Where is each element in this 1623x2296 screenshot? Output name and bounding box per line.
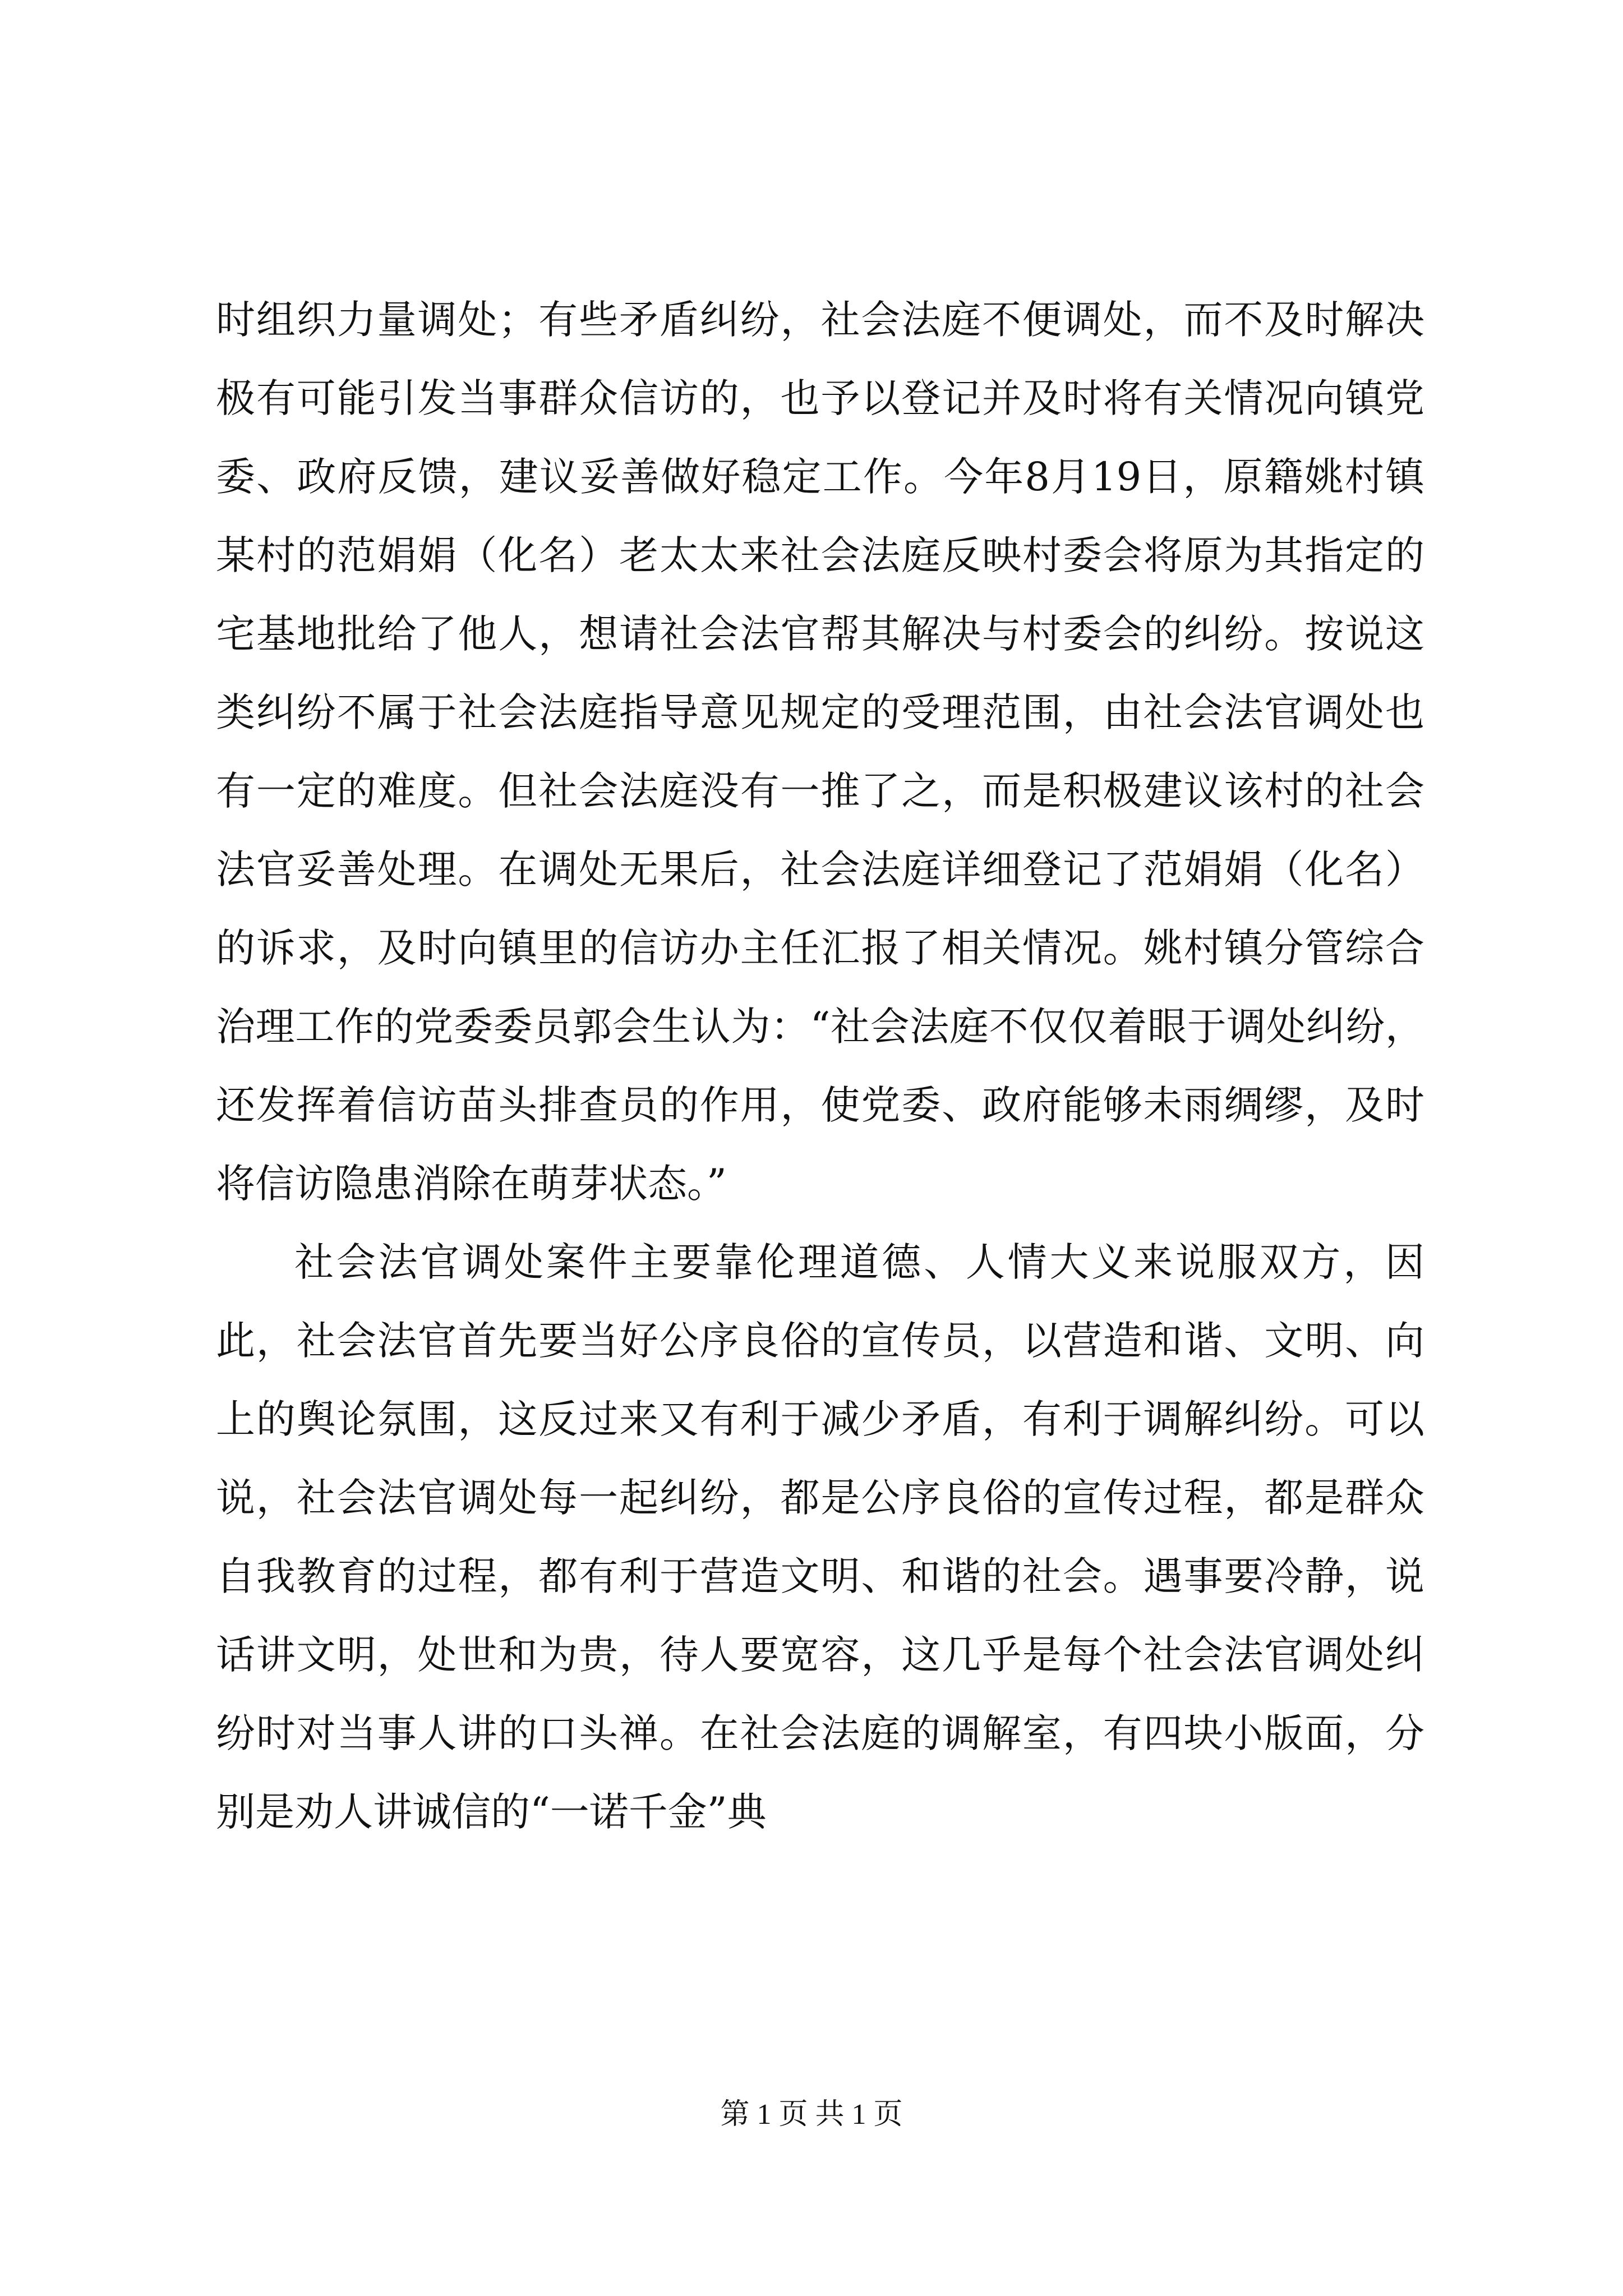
- page-footer: 第 1 页 共 1 页: [720, 2099, 903, 2131]
- document-body: [216, 280, 1424, 1851]
- paragraph-2: 社会法官调处案件主要靠伦理道德、人情大义来说服双方，因此，社会法官首先要当好公序良俗的宣传员，以营造和谐、文明、向上的舆论氛围，这反过来又有利于减少矛盾，有利于调解纠纷。可以说，社会法官调处每一起纠纷，都是公序良俗的宣传过程，都是群众自我教育的过程，都有利于营造文明、和谐的社会。遇事要冷静，说话讲文明，处世和为贵，待人要宽容，这几乎是每个社会法官调处纠纷时对当事人讲的口头禅。在社会法庭的调解室，有四块小版面，分别是劝人讲诚信的“一诺千金”典: [216, 1239, 1424, 1835]
- paragraph-1: 时组织力量调处；有些矛盾纠纷，社会法庭不便调处，而不及时解决极有可能引发当事群众信访的，也予以登记并及时将有关情况向镇党委、政府反馈，建议妥善做好稳定工作。今年8月19日，原籍姚村镇某村的范娟娟（化名）老太太来社会法庭反映村委会将原为其指定的宅基地批给了他人，想请社会法官帮其解决与村委会的纠纷。按说这类纠纷不属于社会法庭指导意见规定的受理范围，由社会法官调处也有一定的难度。但社会法庭没有一推了之，而是积极建议该村的社会法官妥善处理。在调处无果后，社会法庭详细登记了范娟娟（化名）的诉求，及时向镇里的信访办主任汇报了相关情况。姚村镇分管综合治理工作的党委委员郭会生认为：“社会法庭不仅仅着眼于调处纠纷，还发挥着信访苗头排查员的作用，使党委、政府能够未雨绸缪，及时将信访隐患消除在萌芽状态。”: [216, 297, 1424, 1207]
